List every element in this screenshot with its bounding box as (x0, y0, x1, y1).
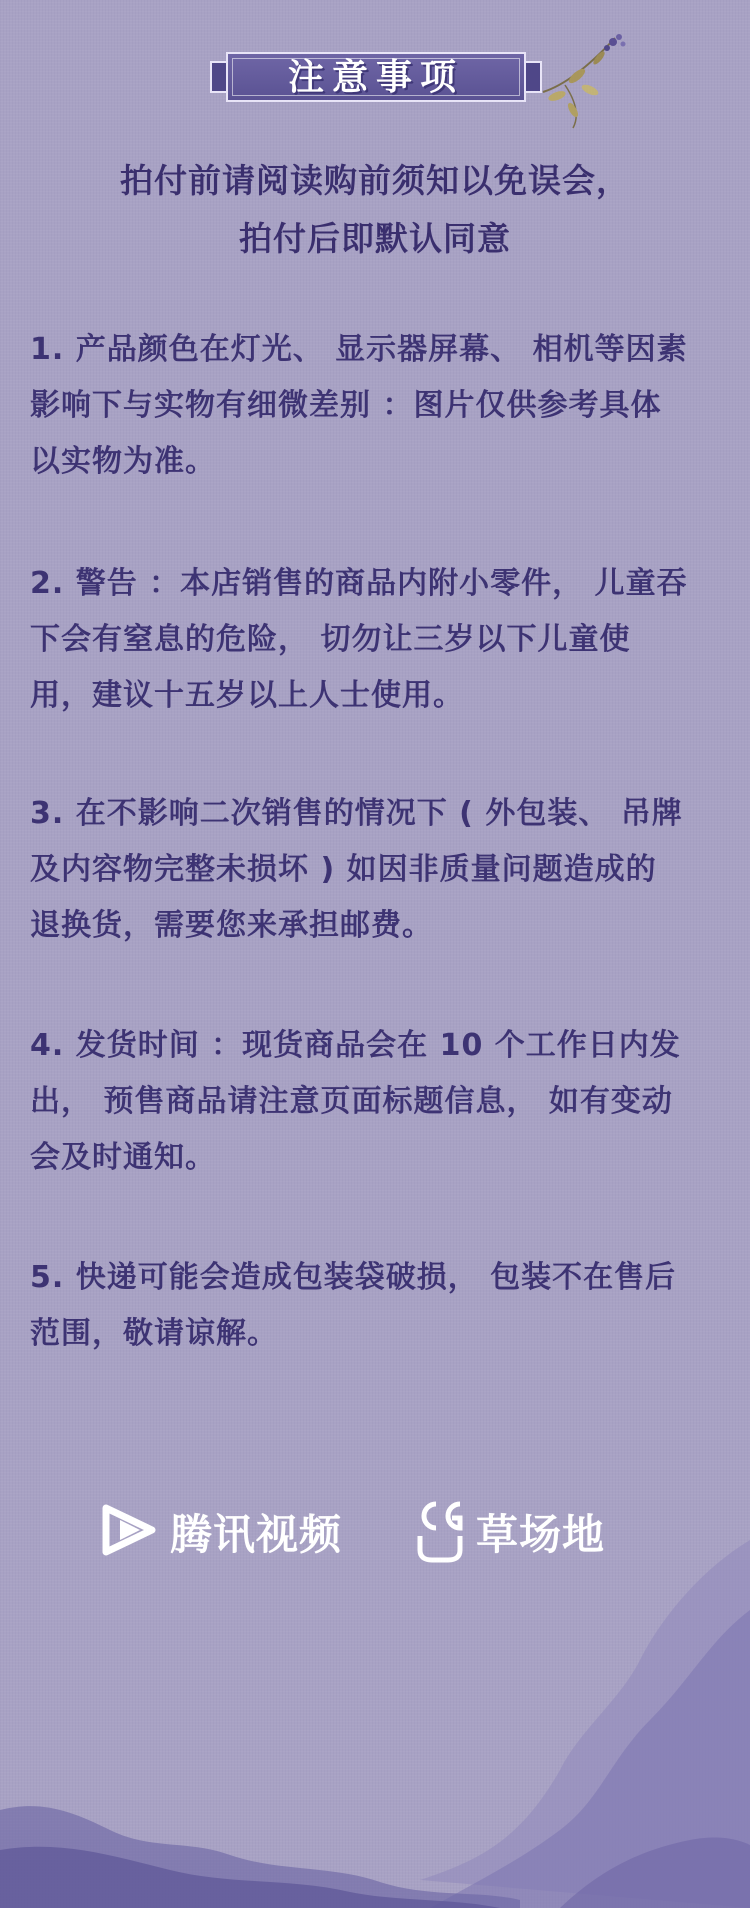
caochangdi-logo-text: 草场地 (476, 1510, 606, 1559)
notice-line: 出， 预售商品请注意页面标题信息， 如有变动 (30, 1084, 673, 1119)
subtitle-line: 拍付后即默认同意 (239, 219, 511, 258)
notice-line: 1. 产品颜色在灯光、 显示器屏幕、 相机等因素 (30, 332, 688, 367)
notice-line: 范围，敬请谅解。 (30, 1316, 278, 1351)
notice-3 (30, 786, 720, 954)
notice-2 (30, 556, 720, 724)
notice-line: 5. 快递可能会造成包装袋破损， 包装不在售后 (30, 1260, 677, 1295)
flower-branch-icon (535, 30, 635, 130)
tencent-video-logo-text: 腾讯视频 (170, 1510, 343, 1559)
notice-line: 2. 警告 ：本店销售的商品内附小零件， 儿童吞 (30, 566, 688, 601)
notice-5 (30, 1250, 720, 1362)
notice-line: 下会有窒息的危险， 切勿让三岁以下儿童使 (30, 622, 631, 657)
subtitle-line: 拍付前请阅读购前须知以免误会， (120, 161, 630, 200)
notice-line: 及内容物完整未损坏 ) 如因非质量问题造成的 (30, 852, 657, 887)
notice-line: 以实物为准。 (30, 444, 216, 479)
brand-logos (100, 1496, 660, 1568)
mountains-illustration (0, 1510, 750, 1908)
notice-4 (30, 1018, 720, 1186)
notice-line: 影响下与实物有细微差别 ：图片仅供参考具体 (30, 388, 662, 423)
notice-1 (30, 322, 720, 490)
subtitle (0, 152, 750, 268)
notice-line: 退换货，需要您来承担邮费。 (30, 908, 433, 943)
header-banner (210, 44, 545, 110)
notice-line: 3. 在不影响二次销售的情况下 ( 外包装、 吊牌 (30, 796, 683, 831)
tencent-video-logo-icon (100, 1502, 162, 1558)
caochangdi-logo-icon (412, 1496, 468, 1564)
notice-line: 用，建议十五岁以上人士使用。 (30, 678, 464, 713)
notice-line: 会及时通知。 (30, 1140, 216, 1175)
page-title: 注意事项 (287, 56, 464, 98)
notice-line: 4. 发货时间 ：现货商品会在 10 个工作日内发 (30, 1028, 681, 1063)
